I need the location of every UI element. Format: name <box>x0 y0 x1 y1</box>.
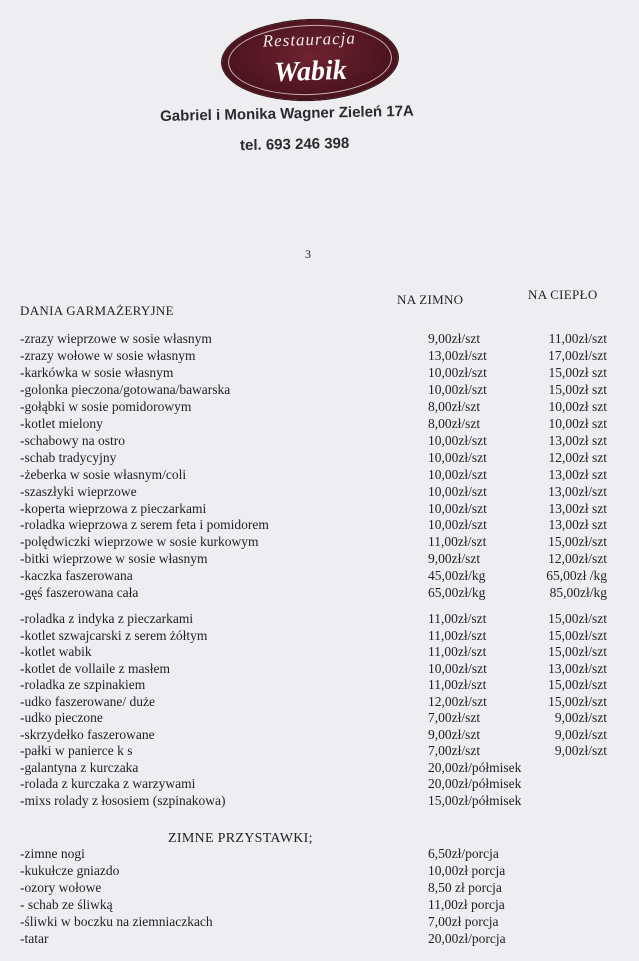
menu-item-price-cold: 10,00zł/szt <box>428 660 487 676</box>
menu-item-name: -pałki w panierce k s <box>20 743 133 758</box>
menu-item <box>0 450 639 467</box>
menu-item <box>0 694 639 711</box>
menu-item-name: -kotlet de vollaile z masłem <box>20 660 170 676</box>
menu-item-name: -kotlet mielony <box>20 415 103 431</box>
menu-item-price-cold: 7,00zł porcja <box>428 914 499 929</box>
menu-item-name: -bitki wieprzowe w sosie własnym <box>20 551 208 567</box>
menu-item-price-hot: 15,00zł szt <box>548 381 607 397</box>
menu-item <box>0 760 639 777</box>
menu-item <box>0 331 639 348</box>
menu-item <box>0 863 639 880</box>
menu-item-name: -schab tradycyjny <box>20 449 117 465</box>
menu-item <box>0 776 639 793</box>
menu-item <box>0 501 639 518</box>
menu-item-name: -udko faszerowane/ duże <box>20 693 155 709</box>
menu-item <box>0 710 639 727</box>
menu-item-price-cold: 11,00zł/szt <box>428 677 487 692</box>
menu-item-name: -skrzydełko faszerowane <box>20 726 155 742</box>
menu-item-price-cold: 10,00zł porcja <box>428 863 506 878</box>
logo-line-1: Restauracja <box>262 28 357 51</box>
menu-item <box>0 399 639 416</box>
column-header-cold: NA ZIMNO <box>397 292 464 307</box>
menu-item <box>0 348 639 365</box>
menu-item-price-cold: 20,00zł/półmisek <box>428 776 522 791</box>
menu-item-price-cold: 15,00zł/półmisek <box>428 792 522 808</box>
menu-item-price-hot: 85,00zł/kg <box>549 585 607 601</box>
menu-item <box>0 551 639 568</box>
menu-item-price-cold: 7,00zł/szt <box>428 743 481 758</box>
menu-item-price-hot: 15,00zł/szt <box>548 644 607 659</box>
menu-item-price-cold: 20,00zł/porcja <box>428 931 506 946</box>
menu-item <box>0 365 639 382</box>
menu-item-price-cold: 20,00zł/półmisek <box>428 759 522 775</box>
menu-item-name: -tatar <box>20 931 49 946</box>
menu-item-price-cold: 10,00zł/szt <box>428 449 487 465</box>
menu-item-name: -żeberka w sosie własnym/coli <box>20 466 187 482</box>
menu-item <box>0 661 639 678</box>
menu-item-price-hot: 12,00zł/szt <box>548 551 607 567</box>
menu-item-name: -zimne nogi <box>20 846 85 861</box>
menu-item-price-hot: 15,00zł szt <box>548 364 607 380</box>
menu-item <box>0 467 639 484</box>
menu-item-price-cold: 11,00zł/szt <box>428 644 487 659</box>
menu-item-price-cold: 8,00zł/szt <box>428 415 481 431</box>
menu-item <box>0 931 639 948</box>
menu-item-price-cold: 10,00zł/szt <box>428 500 487 516</box>
menu-item <box>0 897 639 914</box>
menu-item-price-hot: 15,00zł/szt <box>548 677 607 692</box>
menu-item-price-hot: 65,00zł /kg <box>546 568 607 584</box>
menu-item-price-hot: 9,00zł/szt <box>554 743 607 758</box>
menu-item-name: -udko pieczone <box>20 710 103 725</box>
menu-item-price-cold: 65,00zł/kg <box>428 585 486 601</box>
menu-item-price-hot: 13,00zł szt <box>548 432 607 448</box>
menu-item-name: -gołąbki w sosie pomidorowym <box>20 398 192 414</box>
menu-item <box>0 382 639 399</box>
menu-item-name: -koperta wieprzowa z pieczarkami <box>20 500 207 516</box>
menu-item-name: -karkówka w sosie własnym <box>20 364 174 380</box>
menu-item-name: -golonka pieczona/gotowana/bawarska <box>20 381 231 397</box>
menu-item-name: -mixs rolady z łososiem (szpinakowa) <box>20 792 226 808</box>
menu-item-price-cold: 9,00zł/szt <box>428 551 481 567</box>
menu-item-price-cold: 13,00zł/szt <box>428 347 487 363</box>
menu-item <box>0 793 639 810</box>
section-title: DANIA GARMAŻERYJNE <box>20 303 174 318</box>
menu-item-name: -kukułcze gniazdo <box>20 863 120 878</box>
menu-item-price-hot: 10,00zł szt <box>548 415 607 431</box>
menu-item-price-hot: 9,00zł/szt <box>554 710 607 725</box>
menu-item-price-cold: 6,50zł/porcja <box>428 846 499 861</box>
menu-item-price-hot: 13,00zł/szt <box>548 483 607 499</box>
menu-item-price-hot: 9,00zł/szt <box>554 726 607 742</box>
menu-item <box>0 743 639 760</box>
menu-item-price-hot: 10,00zł szt <box>548 398 607 414</box>
menu-item-price-cold: 7,00zł/szt <box>428 710 481 725</box>
menu-item-name: -śliwki w boczku na ziemniaczkach <box>20 914 213 929</box>
menu-item-price-hot: 13,00zł szt <box>548 466 607 482</box>
menu-item <box>0 568 639 585</box>
menu-item-price-cold: 11,00zł/szt <box>428 627 487 643</box>
menu-item-price-cold: 45,00zł/kg <box>428 568 486 584</box>
restaurant-logo <box>221 17 400 103</box>
menu-item-price-hot: 17,00zł/szt <box>548 347 607 363</box>
menu-item <box>0 534 639 551</box>
menu-item-price-hot: 15,00zł/szt <box>548 693 607 709</box>
menu-item-name: -kotlet wabik <box>20 644 92 659</box>
menu-item-name: -kotlet szwajcarski z serem żółtym <box>20 627 208 643</box>
menu-item-price-cold: 10,00zł/szt <box>428 466 487 482</box>
menu-item <box>0 517 639 534</box>
menu-item-name: -roladka z indyka z pieczarkami <box>20 611 194 626</box>
menu-item-price-hot: 15,00zł/szt <box>548 534 607 550</box>
menu-item-price-cold: 11,00zł porcja <box>428 897 505 912</box>
menu-item <box>0 484 639 501</box>
menu-item-name: -gęś faszerowana cała <box>20 585 139 601</box>
menu-item-name: -roladka ze szpinakiem <box>20 677 146 692</box>
menu-item-price-hot: 11,00zł/szt <box>548 331 607 346</box>
menu-item-price-cold: 9,00zł/szt <box>428 331 481 346</box>
menu-item-name: - schab ze śliwką <box>20 897 113 912</box>
menu-item-name: -szaszłyki wieprzowe <box>20 483 137 499</box>
menu-item-name: -zrazy wołowe w sosie własnym <box>20 347 196 363</box>
menu-item <box>0 677 639 694</box>
menu-item-price-cold: 8,50 zł porcja <box>428 880 502 895</box>
logo-line-2: Wabik <box>273 54 348 89</box>
menu-item-price-cold: 10,00zł/szt <box>428 517 487 533</box>
menu-item <box>0 727 639 744</box>
menu-item-name: -zrazy wieprzowe w sosie własnym <box>20 331 212 346</box>
menu-item-price-cold: 10,00zł/szt <box>428 483 487 499</box>
menu-item-name: -galantyna z kurczaka <box>20 759 139 775</box>
column-header-hot: NA CIEPŁO <box>528 287 598 302</box>
section-title-cold-starters: ZIMNE PRZYSTAWKI; <box>168 831 313 846</box>
menu-item <box>0 585 639 602</box>
menu-item-name: -roladka wieprzowa z serem feta i pomidorem <box>20 517 269 533</box>
phone-number: tel. 693 246 398 <box>239 134 350 155</box>
menu-item <box>0 416 639 433</box>
menu-item-price-cold: 10,00zł/szt <box>428 381 487 397</box>
menu-item <box>0 846 639 863</box>
menu-item-name: -polędwiczki wieprzowe w sosie kurkowym <box>20 534 259 550</box>
menu-item-price-cold: 12,00zł/szt <box>428 693 487 709</box>
menu-item-price-cold: 8,00zł/szt <box>428 398 481 414</box>
menu-item-price-cold: 10,00zł/szt <box>428 364 487 380</box>
menu-item-price-hot: 13,00zł szt <box>548 500 607 516</box>
menu-item <box>0 611 639 628</box>
menu-item <box>0 914 639 931</box>
menu-item <box>0 628 639 645</box>
menu-item-name: -ozory wołowe <box>20 880 102 895</box>
menu-item-name: -schabowy na ostro <box>20 432 125 448</box>
menu-item-name: -kaczka faszerowana <box>20 568 133 584</box>
menu-item-price-cold: 9,00zł/szt <box>428 726 481 742</box>
menu-item <box>0 880 639 897</box>
menu-item-price-cold: 11,00zł/szt <box>428 611 487 626</box>
menu-item-name: -rolada z kurczaka z warzywami <box>20 776 196 791</box>
menu-item-price-hot: 13,00zł/szt <box>548 660 607 676</box>
menu-item-price-cold: 11,00zł/szt <box>428 534 487 550</box>
menu-item-price-hot: 13,00zł szt <box>548 517 607 533</box>
menu-item <box>0 644 639 661</box>
menu-item-price-hot: 15,00zł/szt <box>548 627 607 643</box>
menu-item-price-hot: 15,00zł/szt <box>548 611 607 626</box>
menu-item-price-cold: 10,00zł/szt <box>428 432 487 448</box>
menu-item <box>0 433 639 450</box>
menu-item-price-hot: 12,00zł szt <box>548 449 607 465</box>
page-number: 3 <box>305 247 311 261</box>
owner-address: Gabriel i Monika Wagner Zieleń 17A <box>160 102 414 125</box>
